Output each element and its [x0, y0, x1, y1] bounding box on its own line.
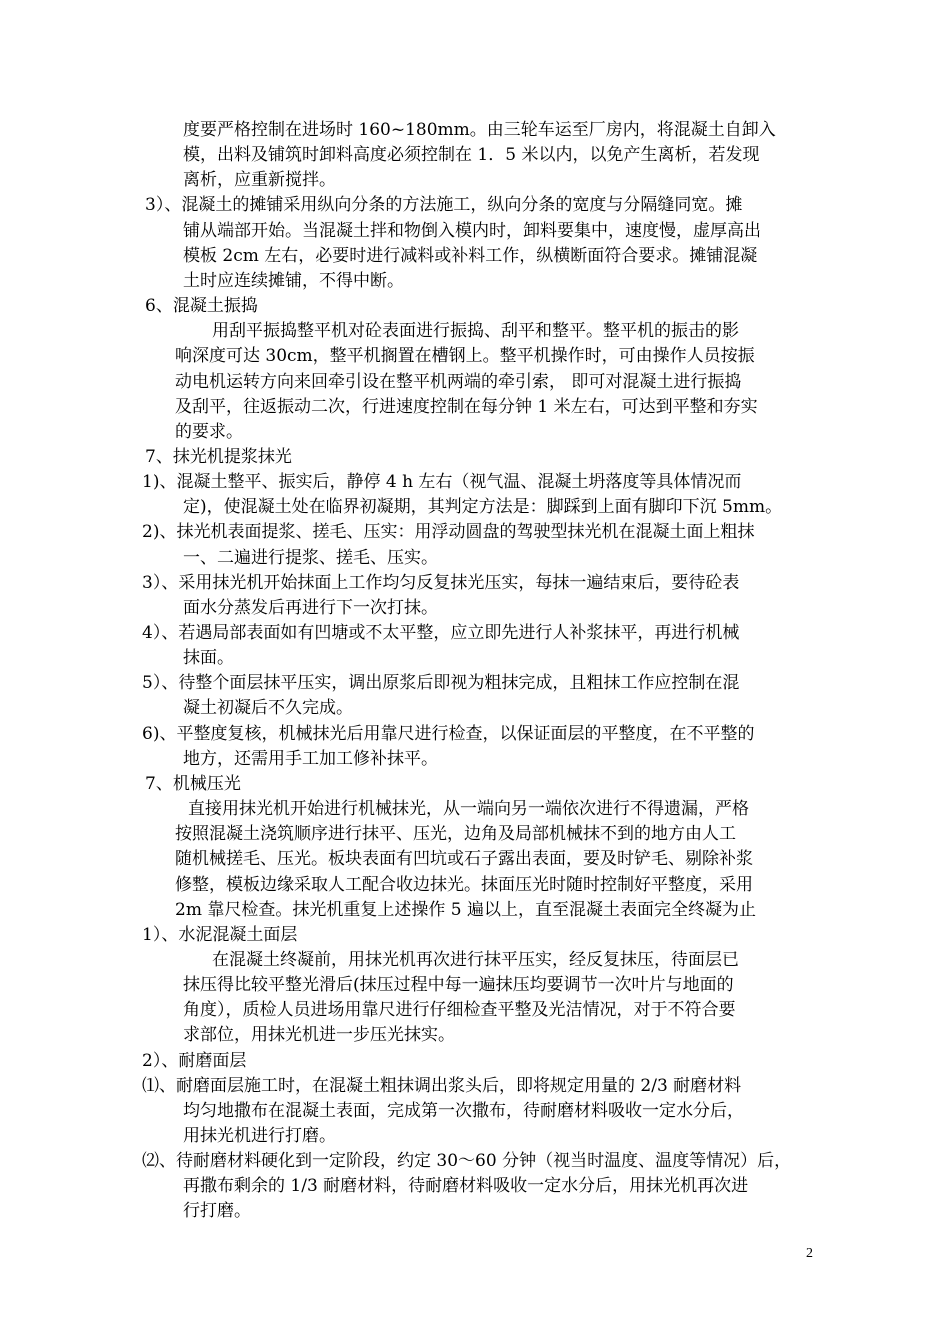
- text-line: [175, 873, 753, 898]
- list-marker: 6、: [145, 296, 173, 316]
- text-line: [142, 470, 741, 495]
- line-text: 水泥混凝土面层: [178, 925, 298, 945]
- text-line: [142, 923, 297, 948]
- line-text: 混凝土整平、振实后，静停 4 h 左右（视气温、混凝土坍落度等具体情况而: [176, 472, 742, 492]
- text-line: [175, 847, 753, 872]
- list-marker: 7、: [145, 447, 173, 467]
- text-line: [145, 445, 292, 470]
- list-marker: 4）、: [142, 623, 179, 643]
- line-text: 耐磨面层: [178, 1051, 247, 1071]
- text-line: [142, 571, 739, 596]
- line-text: 铺从端部开始。当混凝土拌和物倒入模内时，卸料要集中，速度慢，虚厚高出: [183, 221, 761, 241]
- line-text: 面水分蒸发后再进行下一次打抹。: [183, 598, 438, 618]
- line-text: 按照混凝土浇筑顺序进行抹平、压光，边角及局部机械抹不到的地方由人工: [175, 824, 736, 844]
- line-text: 地方，还需用手工加工修补抹平。: [183, 749, 438, 769]
- line-text: 定)，使混凝土处在临界初凝期，其判定方法是：脚踩到上面有脚印下沉 5mm。: [183, 497, 783, 517]
- line-text: 在混凝土终凝前，用抹光机再次进行抹平压实，经反复抹压，待面层已: [212, 950, 739, 970]
- line-text: 模，出料及铺筑时卸料高度必须控制在 1．5 米以内，以免产生离析，若发现: [183, 145, 760, 165]
- text-line: [183, 1023, 455, 1048]
- line-text: 耐磨面层施工时，在混凝土粗抹调出浆头后，即将规定用量的 2/3 耐磨材料: [176, 1076, 742, 1096]
- text-line: [142, 671, 739, 696]
- line-text: 离析，应重新搅拌。: [183, 170, 336, 190]
- text-line: [183, 1099, 744, 1124]
- list-marker: ⑵、: [142, 1151, 176, 1171]
- text-line: [183, 495, 782, 520]
- line-text: 行打磨。: [183, 1201, 251, 1221]
- text-line: [183, 143, 759, 168]
- text-line: [183, 1174, 748, 1199]
- line-text: 混凝土的摊铺采用纵向分条的方法施工，纵向分条的宽度与分隔缝同宽。摊: [181, 195, 743, 215]
- line-text: 的要求。: [175, 422, 243, 442]
- list-marker: ⑴、: [142, 1076, 176, 1096]
- line-text: 模板 2cm 左右，必要时进行减料或补料工作，纵横断面符合要求。摊铺混凝: [183, 246, 758, 266]
- text-line: [175, 344, 755, 369]
- line-text: 响深度可达 30cm，整平机搁置在槽钢上。整平机操作时，可由操作人员按振: [175, 346, 755, 366]
- text-line: [188, 797, 749, 822]
- line-text: 动电机运转方向来回牵引设在整平机两端的牵引索， 即可对混凝土进行振捣: [175, 372, 742, 392]
- line-text: 抹光机提浆抹光: [172, 447, 292, 467]
- text-line: [175, 898, 756, 923]
- text-line: [183, 1124, 336, 1149]
- line-text: 机械压光: [172, 774, 241, 794]
- list-marker: 2）、: [142, 1051, 179, 1071]
- text-line: [183, 998, 736, 1023]
- text-line: [183, 646, 234, 671]
- line-text: 一、二遍进行提浆、搓毛、压实。: [183, 548, 438, 568]
- text-line: [183, 118, 776, 143]
- list-marker: 7、: [145, 774, 173, 794]
- text-line: [175, 370, 741, 395]
- text-line: [175, 822, 736, 847]
- list-marker: 5）、: [142, 673, 179, 693]
- text-line: [175, 395, 758, 420]
- line-text: 2m 靠尺检查。抹光机重复上述操作 5 遍以上，直至混凝土表面完全终凝为止: [175, 900, 756, 920]
- text-line: [142, 722, 754, 747]
- text-line: [183, 696, 353, 721]
- text-line: [183, 269, 404, 294]
- text-line: [183, 219, 761, 244]
- line-text: 待耐磨材料硬化到一定阶段，约定 30～60 分钟（视当时温度、温度等情况）后，: [176, 1151, 792, 1171]
- text-line: [142, 1074, 741, 1099]
- list-marker: 1)、: [142, 472, 177, 492]
- line-text: 再撒布剩余的 1/3 耐磨材料，待耐磨材料吸收一定水分后，用抹光机再次进: [183, 1176, 749, 1196]
- list-marker: 3）、: [145, 195, 182, 215]
- line-text: 随机械搓毛、压光。板块表面有凹坑或石子露出表面，要及时铲毛、剔除补浆: [175, 849, 753, 869]
- line-text: 直接用抹光机开始进行机械抹光，从一端向另一端依次进行不得遗漏，严格: [188, 799, 749, 819]
- line-text: 抹面。: [183, 648, 234, 668]
- text-line: [183, 596, 438, 621]
- line-text: 混凝土振捣: [172, 296, 258, 316]
- text-line: [183, 168, 336, 193]
- text-line: [212, 319, 739, 344]
- text-line: [212, 948, 739, 973]
- page-number: 2: [806, 1246, 813, 1261]
- line-text: 凝土初凝后不久完成。: [183, 698, 353, 718]
- line-text: 求部位，用抹光机进一步压光抹实。: [183, 1025, 455, 1045]
- list-marker: 3）、: [142, 573, 179, 593]
- text-line: [142, 520, 754, 545]
- line-text: 用抹光机进行打磨。: [183, 1126, 336, 1146]
- line-text: 角度），质检人员进场用靠尺进行仔细检查平整及光洁情况，对于不符合要: [183, 1000, 736, 1020]
- line-text: 采用抹光机开始抹面上工作均匀反复抹光压实，每抹一遍结束后，要待砼表: [178, 573, 740, 593]
- text-line: [183, 747, 438, 772]
- text-line: [183, 546, 438, 571]
- line-text: 土时应连续摊铺，不得中断。: [183, 271, 404, 291]
- text-line: [183, 1199, 251, 1224]
- text-line: [145, 193, 742, 218]
- text-line: [145, 294, 258, 319]
- line-text: 抹压得比较平整光滑后(抹压过程中每一遍抹压均要调节一次叶片与地面的: [183, 975, 734, 995]
- list-marker: 2)、: [142, 522, 177, 542]
- text-line: [175, 420, 243, 445]
- line-text: 若遇局部表面如有凹塘或不太平整，应立即先进行人补浆抹平，再进行机械: [178, 623, 740, 643]
- line-text: 用刮平振捣整平机对砼表面进行振捣、刮平和整平。整平机的振击的影: [212, 321, 739, 341]
- line-text: 均匀地撒布在混凝土表面，完成第一次撒布，待耐磨材料吸收一定水分后，: [183, 1101, 744, 1121]
- line-text: 平整度复核，机械抹光后用靠尺进行检查，以保证面层的平整度，在不平整的: [176, 724, 755, 744]
- list-marker: 6)、: [142, 724, 177, 744]
- text-line: [145, 772, 241, 797]
- text-line: [142, 1149, 791, 1174]
- list-marker: 1）、: [142, 925, 179, 945]
- line-text: 度要严格控制在进场时 160~180mm。由三轮车运至厂房内，将混凝土自卸入: [183, 120, 776, 140]
- text-line: [183, 973, 734, 998]
- text-line: [183, 244, 757, 269]
- line-text: 抹光机表面提浆、搓毛、压实：用浮动圆盘的驾驶型抹光机在混凝土面上粗抹: [176, 522, 755, 542]
- text-line: [142, 1049, 246, 1074]
- line-text: 修整，模板边缘采取人工配合收边抹光。抹面压光时随时控制好平整度，采用: [175, 875, 753, 895]
- line-text: 及刮平，往返振动二次，行进速度控制在每分钟 1 米左右，可达到平整和夯实: [175, 397, 758, 417]
- line-text: 待整个面层抹平压实，调出原浆后即视为粗抹完成，且粗抹工作应控制在混: [178, 673, 740, 693]
- text-line: [142, 621, 739, 646]
